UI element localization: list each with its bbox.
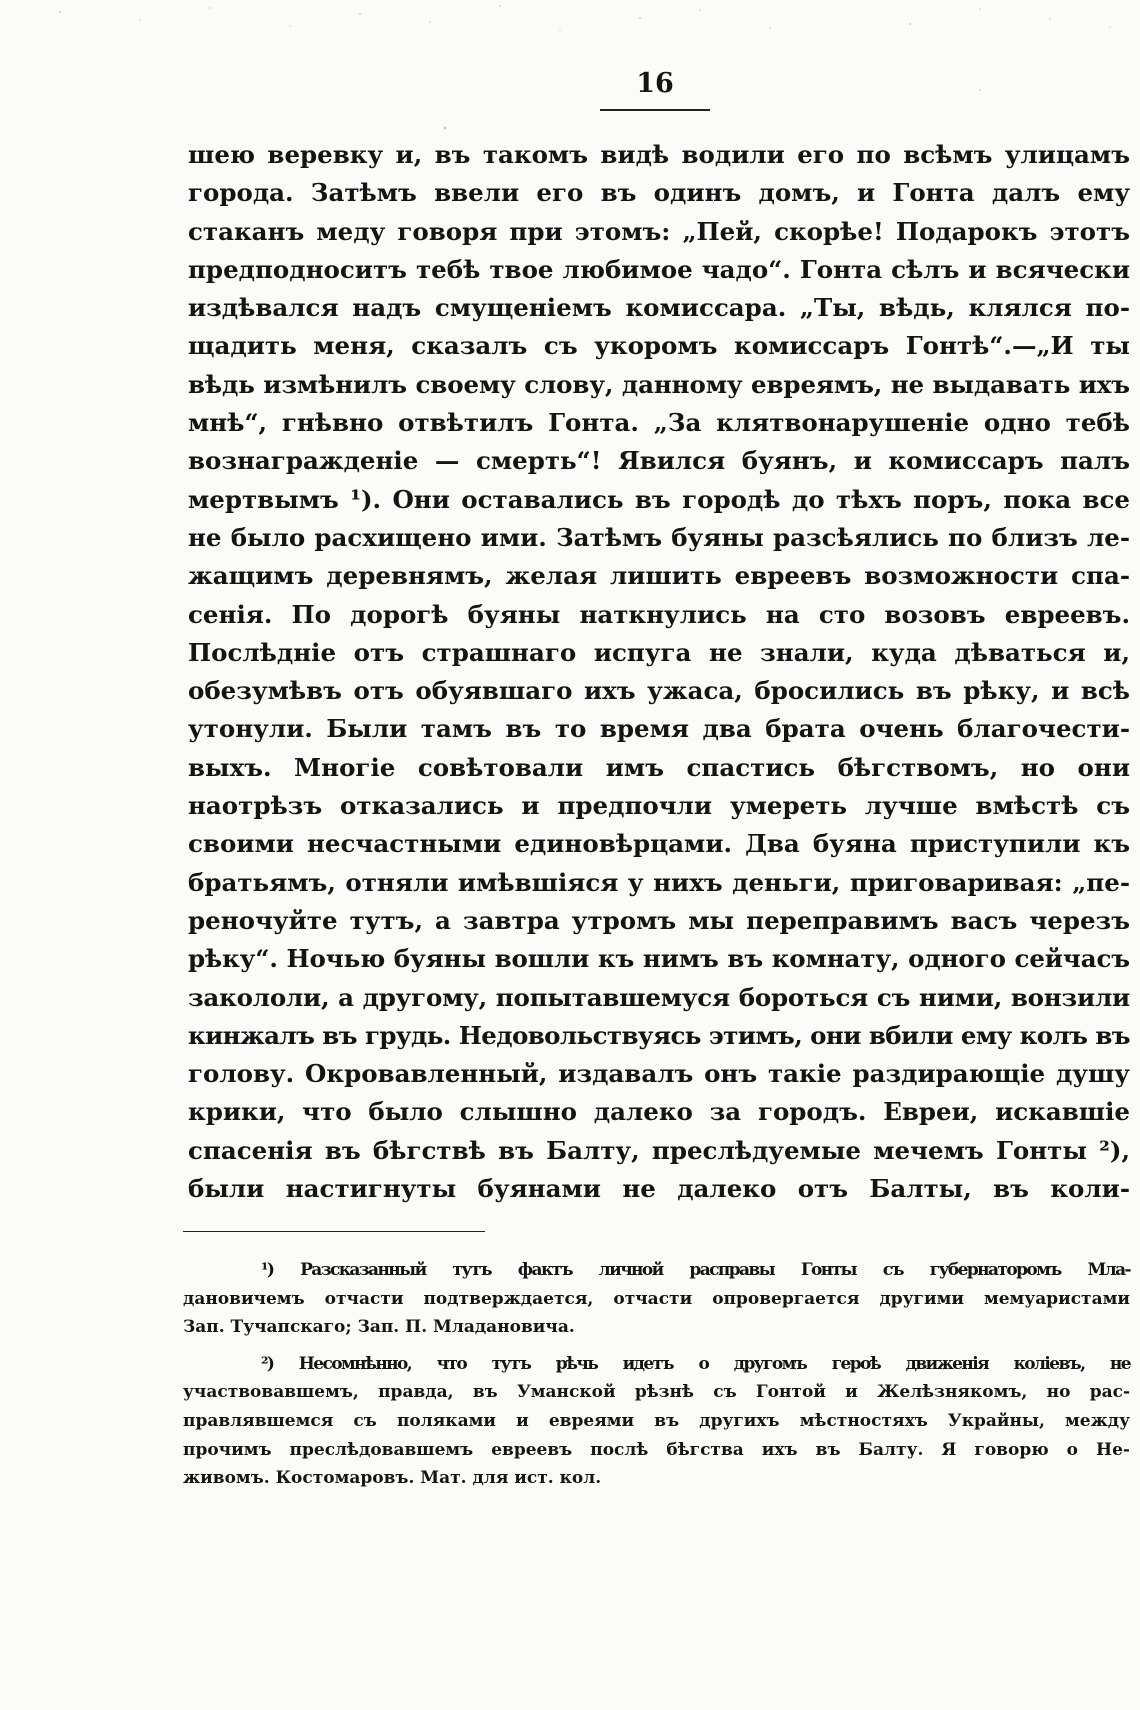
body-line: издѣвался надъ смущеніемъ комиссара. „Ты, вѣдь, клялся по-: [188, 293, 1130, 323]
footnotes: [183, 1256, 1130, 1493]
footnote-gap: [183, 1342, 1130, 1350]
footnote-line: прочимъ преслѣдовавшемъ евреевъ послѣ бѣгства ихъ въ Балту. Я говорю о Не-: [183, 1439, 1130, 1460]
footnote-line: живомъ. Костомаровъ. Мат. для ист. кол.: [183, 1468, 602, 1489]
body-line: выхъ. Многіе совѣтовали имъ спастись бѣгствомъ, но они: [188, 752, 1130, 782]
body-line: голову. Окровавленный, издавалъ онъ такіе раздирающіе душу: [188, 1059, 1130, 1089]
body-line: рѣку“. Ночью буяны вошли къ нимъ въ комнату, одного сейчасъ: [188, 944, 1130, 974]
scan-speckle-decoration: [0, 0, 1140, 140]
body-line: шею веревку и, въ такомъ видѣ водили его по всѣмъ улицамъ: [188, 140, 1130, 169]
body-line: мертвымъ ¹). Они оставались въ городѣ до тѣхъ поръ, пока все: [188, 484, 1130, 514]
body-text: [188, 136, 1130, 1208]
body-line: щадить меня, сказалъ съ укоромъ комиссаръ Гонтѣ“.—„И ты: [188, 331, 1130, 361]
footnote-line: дановичемъ отчасти подтверждается, отчасти опровергается другими мемуаристами: [183, 1288, 1130, 1309]
footnote-separator: [183, 1231, 485, 1232]
body-line: вѣдь измѣнилъ своему слову, данному евреямъ, не выдавать ихъ: [188, 369, 1130, 399]
footnote-line: Зап. Тучапскаго; Зап. П. Младановича.: [183, 1317, 575, 1338]
page-number: 16: [636, 68, 674, 99]
body-line: своими несчастными единовѣрцами. Два буяна приступили къ: [188, 829, 1130, 859]
body-line: кинжалъ въ грудь. Недовольствуясь этимъ, они вбили ему колъ въ: [188, 1020, 1130, 1050]
body-line: мнѣ“, гнѣвно отвѣтилъ Гонта. „За клятвонарушеніе одно тебѣ: [188, 408, 1130, 438]
footnote-line: участвовавшемъ, правда, въ Уманской рѣзнѣ съ Гонтой и Желѣзнякомъ, но рас-: [183, 1382, 1130, 1403]
body-line: закололи, а другому, попытавшемуся бороться съ ними, вонзили: [188, 982, 1130, 1012]
body-line: жащимъ деревнямъ, желая лишить евреевъ возможности спа-: [188, 561, 1130, 591]
body-line: реночуйте тутъ, а завтра утромъ мы переправимъ васъ черезъ: [188, 905, 1130, 935]
body-line: предподноситъ тебѣ твое любимое чадо“. Гонта сѣлъ и всячески: [188, 254, 1130, 284]
body-line: крики, что было слышно далеко за городъ. Евреи, искавшіе: [188, 1097, 1130, 1127]
body-line: спасенія въ бѣгствѣ въ Балту, преслѣдуемые мечемъ Гонты ²),: [188, 1135, 1130, 1165]
body-line: вознагражденіе — смерть“! Явился буянъ, и комиссаръ палъ: [188, 446, 1130, 476]
body-line: обезумѣвъ отъ обуявшаго ихъ ужаса, бросились въ рѣку, и всѣ: [188, 676, 1130, 706]
footnote-2: [183, 1350, 1130, 1493]
body-line: стаканъ меду говоря при этомъ: „Пей, скорѣе! Подарокъ этотъ: [188, 216, 1130, 246]
body-line: утонули. Были тамъ въ то время два брата очень благочести-: [188, 714, 1130, 744]
body-line: не было расхищено ими. Затѣмъ буяны разсѣялись по близъ ле-: [188, 522, 1130, 552]
body-line: братьямъ, отняли имѣвшіяся у нихъ деньги, приговаривая: „пе-: [188, 867, 1130, 897]
footnote-line: правлявшемся съ поляками и евреями въ другихъ мѣстностяхъ Украйны, между: [183, 1410, 1130, 1431]
footnote-line: ²) Несомнѣнно, что тутъ рѣчь идетъ о другомъ героѣ движенія коліевъ, не: [261, 1353, 1130, 1374]
footnote-line: ¹) Разсказанный тутъ фактъ личной расправы Гонты съ губернаторомъ Мла-: [261, 1260, 1130, 1280]
body-line: Послѣдніе отъ страшнаго испуга не знали, куда дѣваться и,: [188, 637, 1130, 667]
footnote-1: [183, 1256, 1130, 1342]
page-number-underline: [600, 109, 710, 111]
body-line: были настигнуты буянами не далеко отъ Балты, въ коли-: [188, 1174, 1130, 1204]
body-line: наотрѣзъ отказались и предпочли умереть лучше вмѣстѣ съ: [188, 791, 1130, 821]
body-line: города. Затѣмъ ввели его въ одинъ домъ, и Гонта далъ ему: [188, 178, 1130, 208]
body-line: сенія. По дорогѣ буяны наткнулись на сто возовъ евреевъ.: [188, 599, 1130, 629]
